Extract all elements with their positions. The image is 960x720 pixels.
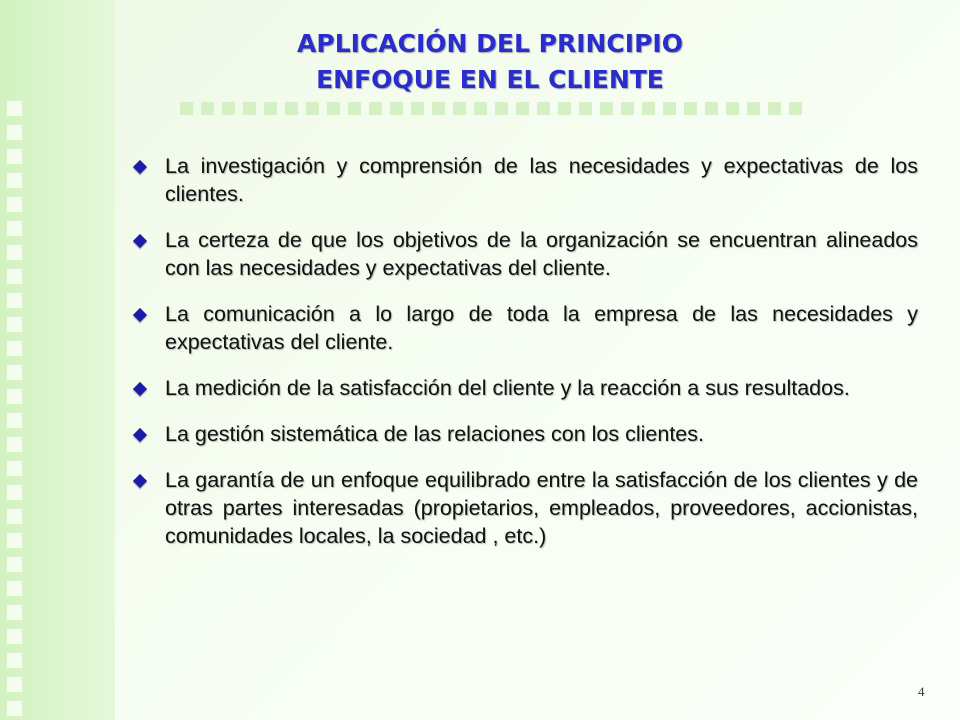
decor-square [6, 340, 23, 357]
decor-square [558, 102, 571, 115]
diamond-bullet-icon [133, 474, 147, 488]
bullet-item [130, 300, 918, 356]
bullet-item [130, 420, 918, 448]
decor-square [6, 676, 23, 693]
decor-square [6, 100, 23, 117]
decor-square [6, 652, 23, 669]
bullet-item [130, 466, 918, 550]
decor-square [6, 556, 23, 573]
decor-square [600, 102, 613, 115]
page-number: 4 [918, 684, 925, 699]
decor-square [327, 102, 340, 115]
bullet-text: La medición de la satisfacción del cliente y la reacción a sus resultados. [165, 376, 850, 400]
decor-square [6, 364, 23, 381]
decor-square [6, 220, 23, 237]
decor-square [6, 268, 23, 285]
decor-square [621, 102, 634, 115]
decor-square [6, 460, 23, 477]
decor-square [768, 102, 781, 115]
bullet-text: La certeza de que los objetivos de la organización se encuentran alineados con las necesidades y expectativas del cliente. [165, 228, 918, 280]
decor-square [180, 102, 193, 115]
decor-square [369, 102, 382, 115]
decor-square [6, 124, 23, 141]
decor-square [243, 102, 256, 115]
decor-square [495, 102, 508, 115]
decor-square [6, 196, 23, 213]
decor-square [6, 412, 23, 429]
decor-square [285, 102, 298, 115]
bullet-text: La comunicación a lo largo de toda la empresa de las necesidades y expectativas del cliente. [165, 302, 918, 354]
diamond-bullet-icon [133, 308, 147, 322]
decor-square-row [180, 102, 802, 115]
decor-square [789, 102, 802, 115]
bullet-item [130, 152, 918, 208]
decor-square [705, 102, 718, 115]
decor-square [201, 102, 214, 115]
left-decor-band [0, 0, 115, 720]
diamond-bullet-icon [133, 160, 147, 174]
decor-square [726, 102, 739, 115]
bullet-text: La investigación y comprensión de las necesidades y expectativas de los clientes. [165, 154, 918, 206]
decor-square [6, 436, 23, 453]
diamond-bullet-icon [133, 234, 147, 248]
decor-square [222, 102, 235, 115]
decor-square [579, 102, 592, 115]
decor-square [348, 102, 361, 115]
decor-square [537, 102, 550, 115]
decor-square [432, 102, 445, 115]
bullet-text: La gestión sistemática de las relaciones con los clientes. [165, 422, 704, 446]
decor-square [474, 102, 487, 115]
title-line-1: APLICACIÓN DEL PRINCIPIO [297, 29, 683, 58]
title-line-2: ENFOQUE EN EL CLIENTE [316, 65, 664, 94]
decor-square [516, 102, 529, 115]
decor-square [6, 244, 23, 261]
decor-square [390, 102, 403, 115]
diamond-bullet-icon [133, 428, 147, 442]
decor-square [663, 102, 676, 115]
decor-square [6, 532, 23, 549]
decor-square [6, 508, 23, 525]
decor-square [6, 388, 23, 405]
decor-square [6, 604, 23, 621]
bullet-text: La garantía de un enfoque equilibrado entre la satisfacción de los clientes y de otras partes interesadas (propietarios, empleados, proveedores, accionistas, comunidades locales, la sociedad , etc.) [165, 468, 918, 548]
decor-square [6, 580, 23, 597]
decor-square [6, 292, 23, 309]
decor-square [264, 102, 277, 115]
decor-square [6, 148, 23, 165]
decor-square [306, 102, 319, 115]
decor-square [411, 102, 424, 115]
decor-square [642, 102, 655, 115]
decor-square [6, 700, 23, 717]
bullet-item [130, 226, 918, 282]
bullet-list [130, 152, 918, 568]
decor-square [684, 102, 697, 115]
decor-square [6, 316, 23, 333]
diamond-bullet-icon [133, 382, 147, 396]
decor-square [747, 102, 760, 115]
decor-square [6, 628, 23, 645]
decor-square [6, 172, 23, 189]
decor-square [6, 484, 23, 501]
decor-square-column [6, 100, 28, 717]
slide-title [180, 26, 800, 98]
decor-square [453, 102, 466, 115]
bullet-item [130, 374, 918, 402]
